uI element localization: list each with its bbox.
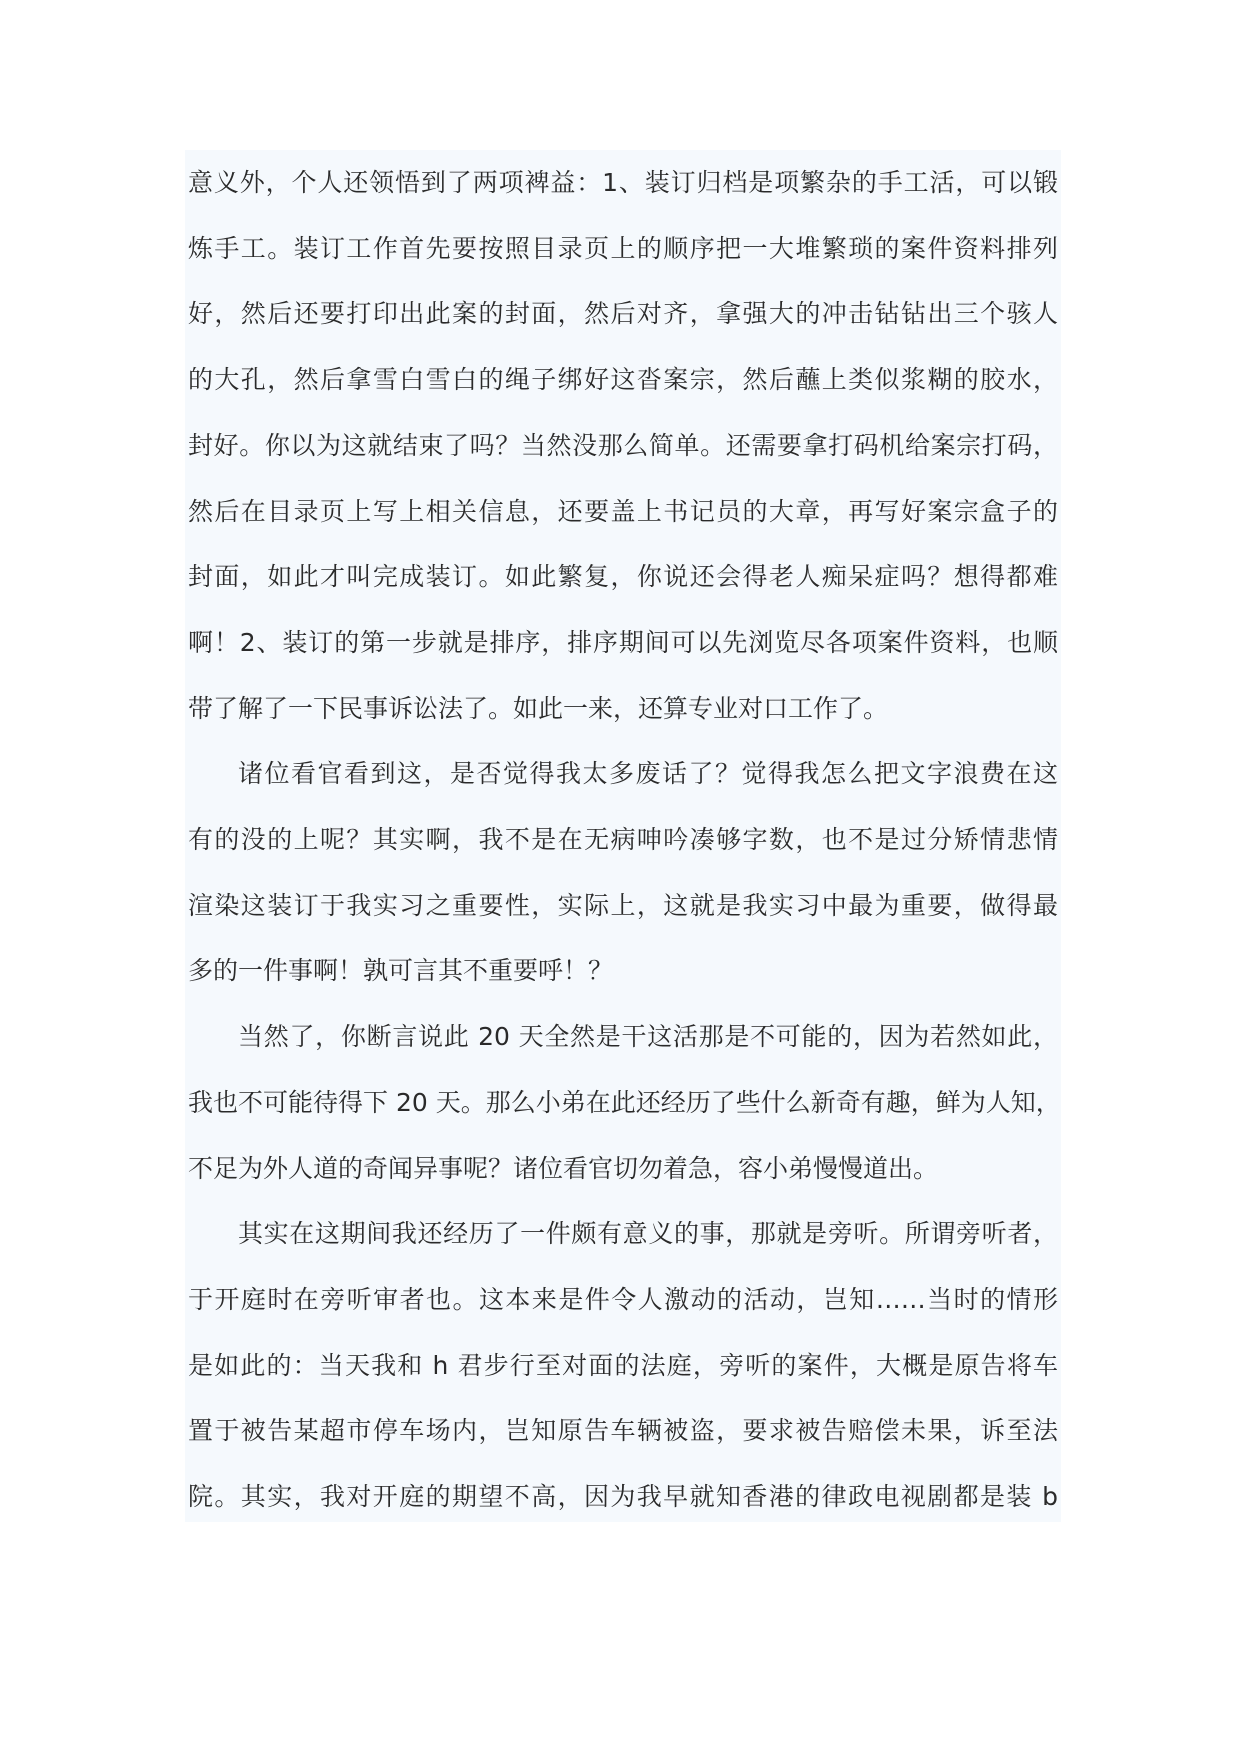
- paragraph-line: 诸位看官看到这，是否觉得我太多废话了？觉得我怎么把文字浪费在这: [238, 759, 1058, 789]
- paragraph-line: 是如此的：当天我和 h 君步行至对面的法庭，旁听的案件，大概是原告将车: [188, 1350, 1058, 1380]
- paragraph-4: [188, 1201, 1058, 1530]
- paragraph-1: [188, 150, 1058, 741]
- paragraph-line: 炼手工。装订工作首先要按照目录页上的顺序把一大堆繁琐的案件资料排列: [188, 233, 1058, 263]
- paragraph-line: 的大孔，然后拿雪白雪白的绳子绑好这沓案宗，然后蘸上类似浆糊的胶水，: [188, 365, 1058, 395]
- paragraph-line: 于开庭时在旁听审者也。这本来是件令人激动的活动，岂知……当时的情形: [188, 1284, 1058, 1314]
- paragraph-line: 渲染这装订于我实习之重要性，实际上，这就是我实习中最为重要，做得最: [188, 890, 1058, 920]
- paragraph-2: [188, 741, 1058, 1004]
- paragraph-line: 其实在这期间我还经历了一件颇有意义的事，那就是旁听。所谓旁听者，: [238, 1219, 1058, 1249]
- text-block: [185, 150, 1061, 1522]
- paragraph-line: 多的一件事啊！孰可言其不重要呼！？: [188, 956, 614, 986]
- paragraph-line: 然后在目录页上写上相关信息，还要盖上书记员的大章，再写好案宗盒子的: [188, 496, 1058, 526]
- paragraph-line: 意义外，个人还领悟到了两项裨益：1、装订归档是项繁杂的手工活，可以锻: [188, 168, 1058, 197]
- paragraph-line: 当然了，你断言说此 20 天全然是干这活那是不可能的，因为若然如此，: [238, 1022, 1058, 1052]
- paragraph-line: 我也不可能待得下 20 天。那么小弟在此还经历了些什么新奇有趣，鲜为人知，: [188, 1087, 1061, 1117]
- paragraph-line: 带了解了一下民事诉讼法了。如此一来，还算专业对口工作了。: [188, 693, 889, 723]
- paragraph-line: 好，然后还要打印出此案的封面，然后对齐，拿强大的冲击钻钻出三个骇人: [188, 299, 1058, 329]
- paragraph-line: 啊！2、装订的第一步就是排序，排序期间可以先浏览尽各项案件资料，也顺: [188, 627, 1058, 657]
- paragraph-line: 封面，如此才叫完成装订。如此繁复，你说还会得老人痴呆症吗？想得都难: [188, 562, 1058, 592]
- paragraph-3: [188, 1004, 1061, 1201]
- paragraph-line: 有的没的上呢？其实啊，我不是在无病呻吟凑够字数，也不是过分矫情悲情: [188, 825, 1058, 855]
- paragraph-line: 置于被告某超市停车场内，岂知原告车辆被盗，要求被告赔偿未果，诉至法: [188, 1416, 1058, 1446]
- paragraph-line: 封好。你以为这就结束了吗？当然没那么简单。还需要拿打码机给案宗打码，: [188, 430, 1058, 460]
- paragraph-line: 不足为外人道的奇闻异事呢？诸位看官切勿着急，容小弟慢慢道出。: [188, 1153, 939, 1183]
- paragraph-line: 院。其实，我对开庭的期望不高，因为我早就知香港的律政电视剧都是装 b: [188, 1482, 1058, 1512]
